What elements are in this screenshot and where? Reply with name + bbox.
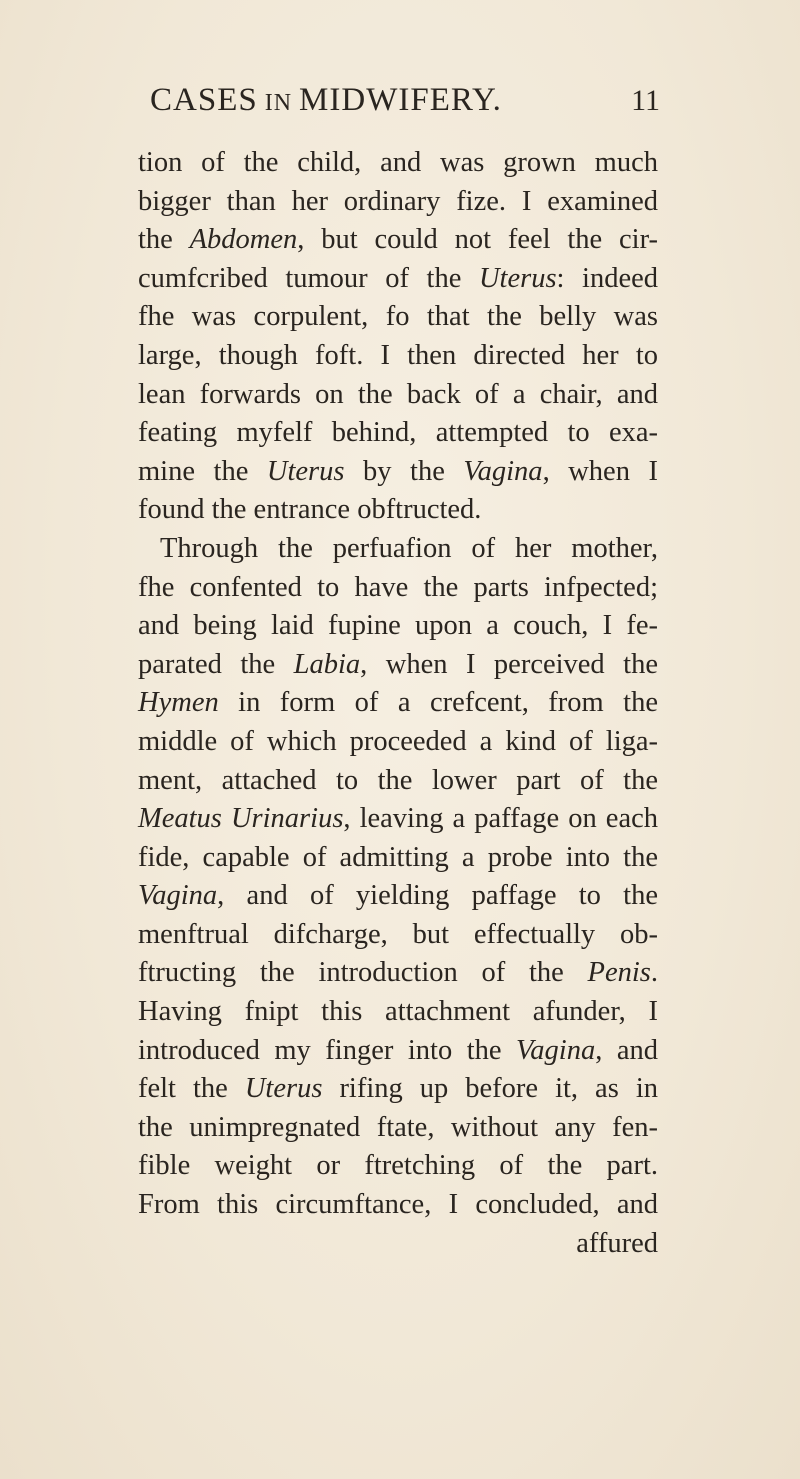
text-line [138,684,658,723]
italic-term: Penis [587,957,651,989]
text-line [138,723,658,762]
text-segment: , but could not feel the cir- [297,224,658,256]
text-line [138,491,658,530]
text-segment: Through the perfuafion of her mother, [160,532,658,564]
text-line [138,530,658,569]
text-segment: by the [344,455,464,487]
text-line [138,993,658,1032]
text-segment: cumfcribed tumour of the [138,262,479,294]
text-segment: introduced my finger into the [138,1034,517,1066]
text-segment: fhe was corpulent, fo that the belly was [138,301,658,333]
text-segment: parated the [138,648,294,680]
text-line [138,1186,658,1225]
italic-term: Uterus [244,1073,323,1105]
running-header [150,82,660,142]
text-segment: large, though foft. I then directed her to [138,339,658,371]
text-line [138,260,658,299]
text-line [138,569,658,608]
text-segment: rifing up before it, as in [322,1073,658,1105]
text-line [138,221,658,260]
italic-term: Meatus Urinarius [138,803,344,835]
text-segment: , and of yielding paffage to the [217,880,658,912]
text-line [138,144,658,183]
text-segment: . [650,957,658,989]
italic-term: Labia [293,648,361,680]
text-line [138,762,658,801]
italic-term: Vagina [516,1034,596,1066]
text-segment: affured [576,1227,658,1259]
text-segment: mine the [138,455,267,487]
italic-term: Vagina [138,880,218,912]
catchword [138,1225,658,1264]
text-segment: the [138,224,190,256]
text-line [138,954,658,993]
text-line [138,453,658,492]
text-segment: ftructing the introduction of the [138,957,588,989]
text-segment: middle of which proceeded a kind of liga- [138,725,658,757]
text-segment: and being laid fupine upon a couch, I fe- [138,610,658,642]
text-line [138,1109,658,1148]
text-line [138,376,658,415]
text-segment: , leaving a paffage on each [343,803,658,835]
text-segment: felt the [138,1073,245,1105]
text-segment: in form of a crefcent, from the [218,687,658,719]
text-segment: lean forwards on the back of a chair, and [138,378,658,410]
text-segment: found the entrance obftructed. [138,494,482,526]
text-segment: the unimpregnated ftate, without any fen- [138,1111,658,1143]
text-line [138,1070,658,1109]
text-line [138,1032,658,1071]
text-segment: bigger than her ordinary fize. I examined [138,185,658,217]
text-line [138,646,658,685]
text-line [138,1147,658,1186]
text-segment: feating myfelf behind, attempted to exa- [138,417,658,449]
text-segment: fide, capable of admitting a probe into the [138,841,658,873]
text-line [138,916,658,955]
text-segment: fible weight or ftretching of the part. [138,1150,658,1182]
text-segment: menftrual difcharge, but effectually ob- [138,918,658,950]
text-line [138,298,658,337]
running-title: CASES IN MIDWIFERY. [150,82,502,118]
text-line [138,877,658,916]
text-segment: , and [595,1034,659,1066]
italic-term: Uterus [478,262,557,294]
page-number: 11 [631,84,660,117]
text-line [138,337,658,376]
italic-term: Abdomen [189,224,298,256]
italic-term: Vagina [463,455,543,487]
text-line [138,414,658,453]
body-text [138,144,658,1263]
text-segment: : indeed [556,262,659,294]
text-segment: , when I perceived the [360,648,658,680]
text-line [138,800,658,839]
text-segment: fhe confented to have the parts infpected; [138,571,658,603]
text-segment: tion of the child, and was grown much [138,147,658,178]
text-segment: ment, attached to the lower part of the [138,764,658,796]
text-segment: Having fnipt this attachment afunder, I [138,996,658,1028]
text-segment: , when I [542,455,658,487]
italic-term: Uterus [266,455,345,487]
text-line [138,839,658,878]
italic-term: Hymen [138,687,219,719]
text-segment: From this circumftance, I concluded, and [138,1189,658,1221]
text-line [138,607,658,646]
text-line [138,183,658,222]
